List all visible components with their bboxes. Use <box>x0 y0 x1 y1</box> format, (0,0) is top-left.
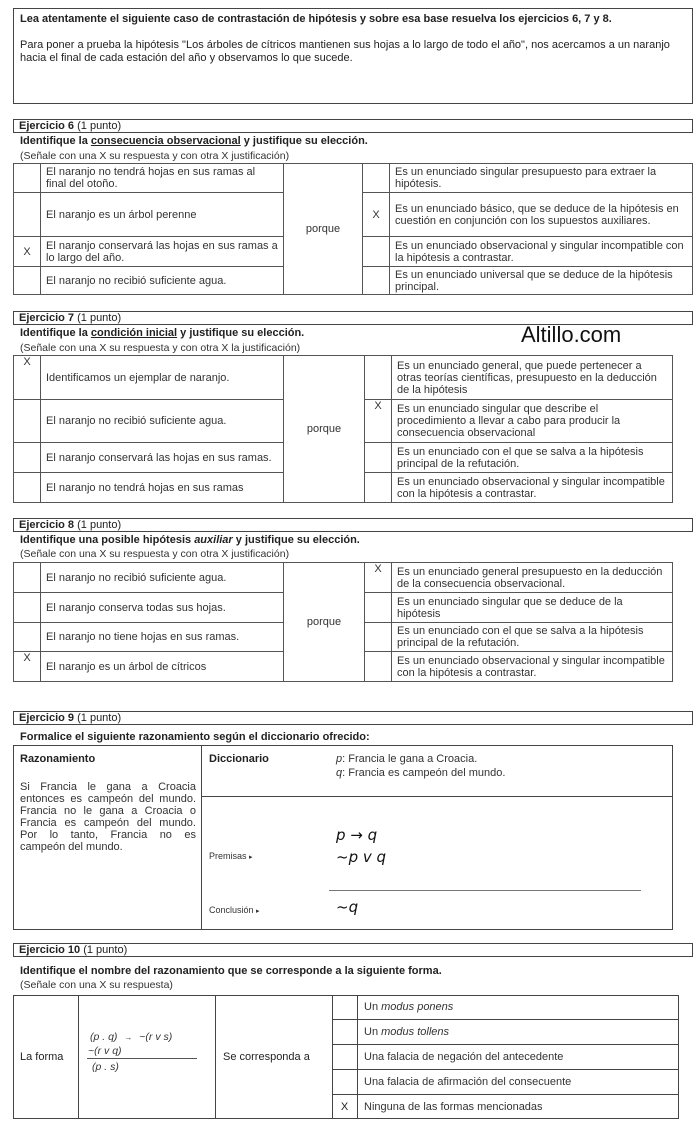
ex9-divider <box>201 745 202 930</box>
ex6-left-mark[interactable] <box>14 164 41 193</box>
ex10-option: Una falacia de afirmación del consecuente <box>364 1076 572 1088</box>
ex10-row-divider <box>332 1069 679 1070</box>
ex8-right-mark[interactable] <box>365 652 392 682</box>
ex7-right-option: Es un enunciado observacional y singular incompatible con la hipótesis a contrastar. <box>392 473 673 503</box>
ex9-conclusion[interactable]: ~q <box>336 898 359 916</box>
ex10-option: Un modus ponens <box>364 1001 454 1013</box>
ex7-right-option: Es un enunciado general, que puede pertenecer a otras teorías científicas, presupuesto en la deducción de la hipótesis <box>392 356 673 400</box>
ex6-keyword: consecuencia observacional <box>90 135 241 147</box>
ex8-title: Ejercicio 8 <box>19 519 75 531</box>
ex8-table <box>13 562 673 682</box>
ex8-points: (1 punto) <box>77 519 122 531</box>
ex6-table <box>13 163 693 295</box>
ex6-right-option: Es un enunciado básico, que se deduce de la hipótesis en cuestión en conjunción con los supuestos auxiliares. <box>390 193 693 237</box>
ex8-porque: porque <box>284 563 365 682</box>
ex8-question: Identifique una posible hipótesis auxiliar y justifique su elección. <box>20 534 360 546</box>
ex6-left-mark[interactable]: X <box>14 237 41 267</box>
ex8-right-option: Es un enunciado singular que se deduce de la hipótesis <box>392 593 673 623</box>
ex9-question: Formalice el siguiente razonamiento según el diccionario ofrecido: <box>20 731 370 743</box>
ex8-right-mark[interactable]: X <box>365 563 392 593</box>
ex10-title: Ejercicio 10 <box>19 944 81 956</box>
ex7-left-option: El naranjo conservará las hojas en sus ramas. <box>41 443 284 473</box>
ex10-hint: (Señale con una X su respuesta) <box>20 979 173 991</box>
ex10-option: Un modus tollens <box>364 1026 449 1038</box>
ex8-right-option: Es un enunciado general presupuesto en la deducción de la consecuencia observacional. <box>392 563 673 593</box>
ex6-right-mark[interactable] <box>363 237 390 267</box>
ex8-left-option: El naranjo no tiene hojas en sus ramas. <box>41 623 284 652</box>
ex9-header <box>13 711 693 725</box>
ex9-premisa-2[interactable]: ~p v q <box>336 848 387 866</box>
ex9-separator <box>329 890 641 891</box>
ex10-corresponde-label: Se corresponda a <box>223 1051 310 1063</box>
ex7-hint: (Señale con una X su respuesta y con otra X la justificación) <box>20 342 301 354</box>
ex8-right-option: Es un enunciado observacional y singular incompatible con la hipótesis a contrastar. <box>392 652 673 682</box>
ex6-title: Ejercicio 6 <box>19 120 75 132</box>
altillo-watermark: Altillo.com <box>521 322 622 347</box>
intro-instruction: Lea atentamente el siguiente caso de contrastación de hipótesis y sobre esa base resuelva los ejercicios 6, 7 y 8. <box>20 13 612 25</box>
ex8-left-option: El naranjo conserva todas sus hojas. <box>41 593 284 623</box>
ex10-divider <box>215 995 216 1119</box>
ex6-question: Identifique la consecuencia observacional y justifique su elección. <box>20 135 368 147</box>
ex6-left-mark[interactable] <box>14 267 41 295</box>
ex7-right-option: Es un enunciado con el que se salva a la hipótesis principal de la refutación. <box>392 443 673 473</box>
ex9-dict-q: q: Francia es campeón del mundo. <box>336 767 506 779</box>
ex6-points: (1 punto) <box>77 120 122 132</box>
ex7-right-mark[interactable]: X <box>365 400 392 443</box>
ex7-left-option: El naranjo no tendrá hojas en sus ramas <box>41 473 284 503</box>
ex6-right-mark[interactable]: X <box>363 193 390 237</box>
ex10-points: (1 punto) <box>83 944 128 956</box>
ex8-left-mark[interactable]: X <box>14 652 41 682</box>
ex6-right-mark[interactable] <box>363 267 390 295</box>
ex6-left-option: El naranjo no tendrá hojas en sus ramas al final del otoño. <box>41 164 284 193</box>
ex8-header <box>13 518 693 532</box>
ex6-hint: (Señale con una X su respuesta y con otra X justificación) <box>20 150 290 162</box>
ex7-keyword: condición inicial <box>90 327 178 339</box>
intro-box <box>13 8 693 104</box>
ex9-points: (1 punto) <box>77 712 122 724</box>
ex9-razonamiento-text: Si Francia le gana a Croacia entonces es campeón del mundo. Francia no le gana a Croacia o Francia es campeón del mundo. Por lo tanto, Francia no es campeón del mundo. <box>20 781 196 853</box>
ex7-left-option: El naranjo no recibió suficiente agua. <box>41 400 284 443</box>
ex10-row-divider <box>332 1094 679 1095</box>
ex6-right-option: Es un enunciado universal que se deduce de la hipótesis principal. <box>390 267 693 295</box>
ex7-right-option: Es un enunciado singular que describe el procedimiento a llevar a cabo para producir la consecuencia observacional <box>392 400 673 443</box>
ex6-right-option: Es un enunciado observacional y singular incompatible con la hipótesis a contrastar. <box>390 237 693 267</box>
ex7-left-mark[interactable] <box>14 443 41 473</box>
ex6-left-option: El naranjo conservará las hojas en sus ramas a lo largo del año. <box>41 237 284 267</box>
ex10-row-divider <box>332 1044 679 1045</box>
ex10-header <box>13 943 693 957</box>
ex10-forma-line1: (p . q) → ~(r v s) <box>90 1031 173 1043</box>
ex8-right-option: Es un enunciado con el que se salva a la hipótesis principal de la refutación. <box>392 623 673 652</box>
ex6-left-mark[interactable] <box>14 193 41 237</box>
ex8-left-option: El naranjo es un árbol de cítricos <box>41 652 284 682</box>
ex7-right-mark[interactable] <box>365 473 392 503</box>
ex8-hint: (Señale con una X su respuesta y con otra X justificación) <box>20 548 290 560</box>
ex6-header <box>13 119 693 133</box>
ex7-title: Ejercicio 7 <box>19 312 75 324</box>
ex8-keyword: auxiliar <box>194 534 233 546</box>
ex8-left-mark[interactable] <box>14 593 41 623</box>
ex10-divider <box>78 995 79 1119</box>
ex10-option: Una falacia de negación del antecedente <box>364 1051 564 1063</box>
ex7-question: Identifique la condición inicial y justifique su elección. <box>20 327 305 339</box>
ex8-right-mark[interactable] <box>365 593 392 623</box>
ex9-premisa-1[interactable]: p → q <box>336 826 378 844</box>
ex7-points: (1 punto) <box>77 312 122 324</box>
ex9-premisas-label: Premisas ▸ <box>209 851 253 861</box>
ex7-table <box>13 355 673 503</box>
ex8-left-mark[interactable] <box>14 623 41 652</box>
ex8-left-mark[interactable] <box>14 563 41 593</box>
intro-case: Para poner a prueba la hipótesis "Los árboles de cítricos mantienen sus hojas a lo largo de todo el año", nos acercamos a un naranjo hacia el final de cada estación del año y observamos lo que sucede. <box>20 39 670 64</box>
ex9-title: Ejercicio 9 <box>19 712 75 724</box>
ex7-right-mark[interactable] <box>365 356 392 400</box>
ex10-forma-rule <box>87 1058 197 1059</box>
ex7-left-mark[interactable] <box>14 400 41 443</box>
ex10-forma-label: La forma <box>20 1051 64 1063</box>
ex10-question: Identifique el nombre del razonamiento que se corresponde a la siguiente forma. <box>20 965 442 977</box>
ex9-divider <box>201 796 673 797</box>
ex10-mark[interactable]: X <box>340 1101 349 1113</box>
ex9-dict-p: p: Francia le gana a Croacia. <box>336 753 478 765</box>
ex9-conclusion-label: Conclusión ▸ <box>209 905 260 915</box>
ex10-option: Ninguna de las formas mencionadas <box>364 1101 543 1113</box>
ex7-left-mark[interactable] <box>14 473 41 503</box>
ex10-forma-line2: ~(r v q) <box>88 1045 122 1057</box>
ex6-left-option: El naranjo es un árbol perenne <box>41 193 284 237</box>
ex6-right-option: Es un enunciado singular presupuesto para extraer la hipótesis. <box>390 164 693 193</box>
ex9-razonamiento-label: Razonamiento <box>20 753 96 765</box>
ex10-row-divider <box>332 1019 679 1020</box>
ex9-diccionario-label: Diccionario <box>209 753 269 765</box>
ex8-right-mark[interactable] <box>365 623 392 652</box>
ex7-porque: porque <box>284 356 365 503</box>
ex10-divider <box>357 995 358 1119</box>
ex6-right-mark[interactable] <box>363 164 390 193</box>
ex7-right-mark[interactable] <box>365 443 392 473</box>
ex10-forma-conclusion: (p . s) <box>92 1061 119 1073</box>
ex8-left-option: El naranjo no recibió suficiente agua. <box>41 563 284 593</box>
ex6-left-option: El naranjo no recibió suficiente agua. <box>41 267 284 295</box>
ex7-left-mark[interactable]: X <box>14 356 41 400</box>
ex6-porque: porque <box>284 164 363 295</box>
ex7-left-option: Identificamos un ejemplar de naranjo. <box>41 356 284 400</box>
